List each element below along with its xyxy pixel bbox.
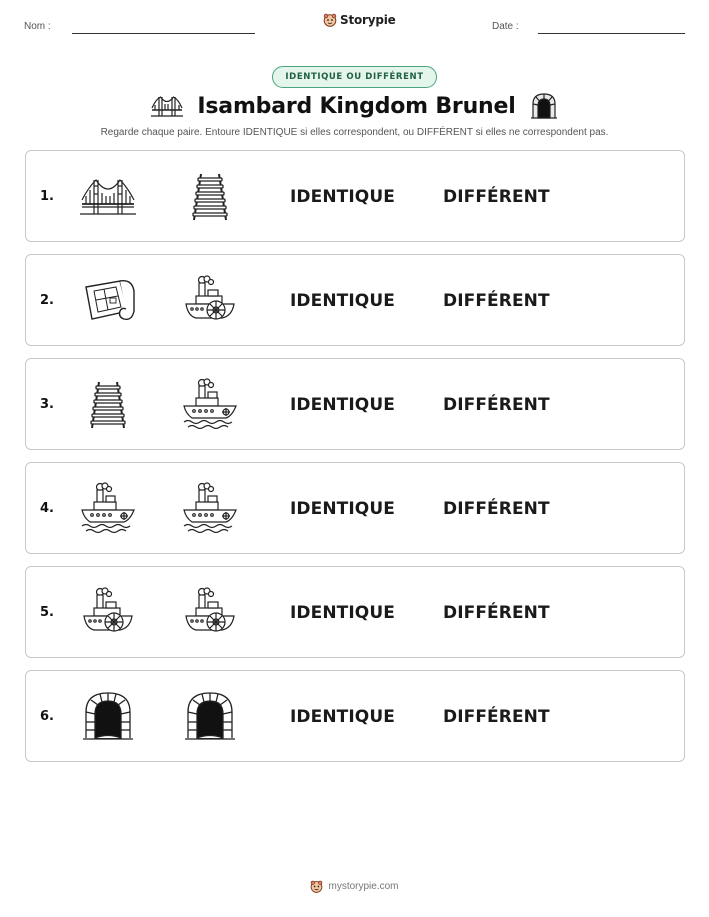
bridge-icon (151, 94, 183, 118)
title-row (0, 92, 709, 120)
question-number: 5. (40, 605, 54, 620)
bridge-icon (79, 170, 137, 224)
question-number: 6. (40, 709, 54, 724)
question-row (25, 150, 685, 242)
blueprint-map-icon (79, 274, 137, 328)
option-identique[interactable]: IDENTIQUE (290, 395, 395, 415)
question-row (25, 358, 685, 450)
name-line[interactable] (72, 33, 255, 34)
question-number: 4. (40, 501, 54, 516)
storypie-mascot-icon (310, 880, 323, 893)
question-number: 3. (40, 397, 54, 412)
brand-logo: Storypie (323, 13, 396, 27)
footer-url: mystorypie.com (328, 881, 399, 892)
tunnel-icon (79, 690, 137, 744)
option-identique[interactable]: IDENTIQUE (290, 707, 395, 727)
option-different[interactable]: DIFFÉRENT (443, 187, 550, 207)
steamship-icon (181, 482, 239, 536)
railway-track-icon (79, 378, 137, 432)
option-different[interactable]: DIFFÉRENT (443, 707, 550, 727)
page-title: Isambard Kingdom Brunel (197, 93, 516, 119)
date-label: Date : (492, 21, 519, 32)
option-different[interactable]: DIFFÉRENT (443, 603, 550, 623)
paddle-steamer-icon (181, 586, 239, 640)
storypie-mascot-icon (323, 13, 337, 27)
option-different[interactable]: DIFFÉRENT (443, 291, 550, 311)
worksheet-type-badge: IDENTIQUE OU DIFFÉRENT (272, 66, 437, 88)
question-row (25, 462, 685, 554)
railway-track-icon (181, 170, 239, 224)
option-different[interactable]: DIFFÉRENT (443, 395, 550, 415)
question-row (25, 670, 685, 762)
option-identique[interactable]: IDENTIQUE (290, 603, 395, 623)
paddle-steamer-icon (181, 274, 239, 328)
instructions: Regarde chaque paire. Entoure IDENTIQUE si elles correspondent, ou DIFFÉRENT si elles ne correspondent pas. (100, 127, 609, 138)
option-identique[interactable]: IDENTIQUE (290, 187, 395, 207)
option-identique[interactable]: IDENTIQUE (290, 499, 395, 519)
question-row (25, 566, 685, 658)
option-identique[interactable]: IDENTIQUE (290, 291, 395, 311)
question-number: 2. (40, 293, 54, 308)
steamship-icon (181, 378, 239, 432)
paddle-steamer-icon (79, 586, 137, 640)
footer (0, 880, 709, 893)
tunnel-icon (530, 92, 558, 120)
date-line[interactable] (538, 33, 685, 34)
question-row (25, 254, 685, 346)
question-number: 1. (40, 189, 54, 204)
name-label: Nom : (24, 21, 51, 32)
tunnel-icon (181, 690, 239, 744)
steamship-icon (79, 482, 137, 536)
question-list (25, 150, 685, 774)
option-different[interactable]: DIFFÉRENT (443, 499, 550, 519)
